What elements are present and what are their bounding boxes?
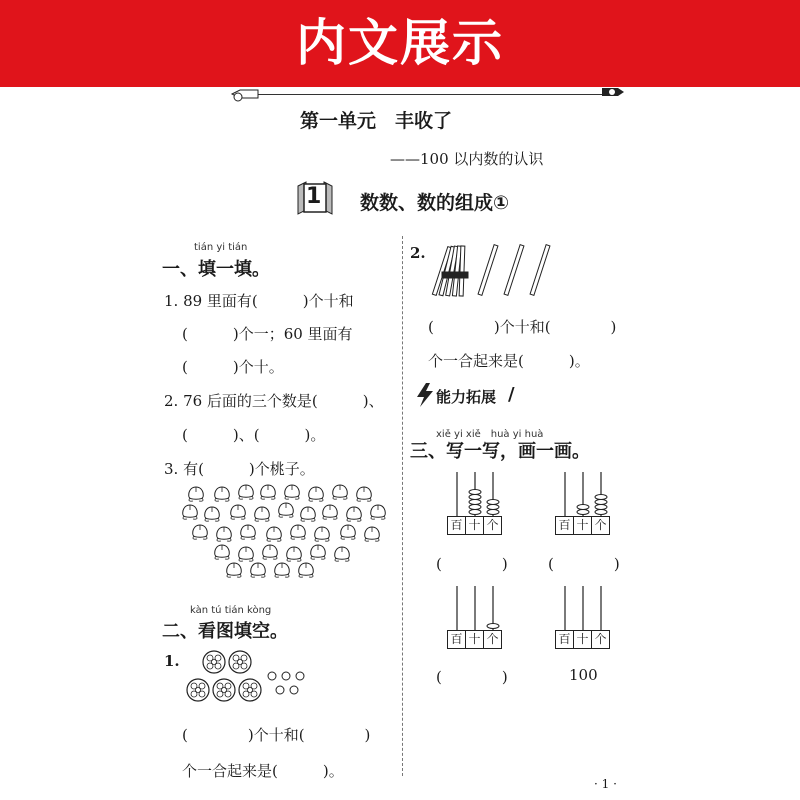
unit-subtitle: ——100 以内数的认识 [390,150,544,168]
section1-heading: 一、填一填。 [162,259,270,280]
label-ones: 个 [591,516,610,535]
label-tens: 十 [573,516,592,535]
banner [0,0,800,87]
label-tens: 十 [465,630,484,649]
abacus-4-labels [556,630,610,649]
lesson-number: 1 [306,184,322,209]
s2-q1-label: 1. [164,652,180,670]
abacus-2 [556,470,610,516]
abacus-4-value: 100 [569,666,598,684]
sticks-illustration [430,242,560,302]
answer-2: ( ) [548,555,620,573]
q3-line1: 3. 有( )个桃子。 [164,460,315,478]
pencil-tip-icon [600,84,626,100]
page-number: · 1 · [594,777,617,791]
label-hundreds: 百 [447,516,466,535]
answer-3: ( ) [436,668,508,686]
ability-slash-icon: / [508,384,515,405]
unit-title: 第一单元 丰收了 [300,110,453,132]
section1-pinyin: tián yi tián [194,242,248,253]
label-hundreds: 百 [447,630,466,649]
label-hundreds: 百 [555,630,574,649]
pencil-icon [230,86,260,102]
ability-title: 能力拓展 [436,388,497,406]
label-ones: 个 [591,630,610,649]
abacus-4 [556,584,610,630]
abacus-3 [448,584,502,630]
bundles-illustration [184,648,308,706]
label-ones: 个 [483,516,502,535]
section2-pinyin: kàn tú tián kòng [190,605,272,616]
label-tens: 十 [573,630,592,649]
banner-title: 内文展示 [296,14,504,72]
lesson-title: 数数、数的组成① [360,192,510,214]
abacus-1 [448,470,502,516]
label-hundreds: 百 [555,516,574,535]
right-q2-line1: ( )个十和( ) [428,318,617,336]
answer-1: ( ) [436,555,508,573]
column-divider [402,236,403,776]
q2-line2: ( )、( )。 [182,426,326,444]
label-ones: 个 [483,630,502,649]
lightning-icon [414,382,436,408]
section2-heading: 二、看图填空。 [162,621,288,642]
label-tens: 十 [465,516,484,535]
peaches-illustration [182,484,394,580]
q2-line1: 2. 76 后面的三个数是( )、 [164,392,384,410]
abacus-3-labels [448,630,502,649]
right-q2-label: 2. [410,244,426,262]
section3-pinyin: xiě yi xiě huà yi huà [436,429,544,440]
abacus-2-labels [556,516,610,535]
section3-heading: 三、写一写，画一画。 [410,441,590,462]
abacus-1-labels [448,516,502,535]
right-q2-line2: 个一合起来是( )。 [428,352,590,370]
q1-line3: ( )个十。 [182,358,284,376]
s2-q1-line2: 个一合起来是( )。 [182,762,344,780]
q1-line1: 1. 89 里面有( )个十和 [164,292,354,310]
q1-line2: ( )个一；60 里面有 [182,325,353,343]
s2-q1-line1: ( )个十和( ) [182,726,371,744]
header-line [236,94,614,95]
